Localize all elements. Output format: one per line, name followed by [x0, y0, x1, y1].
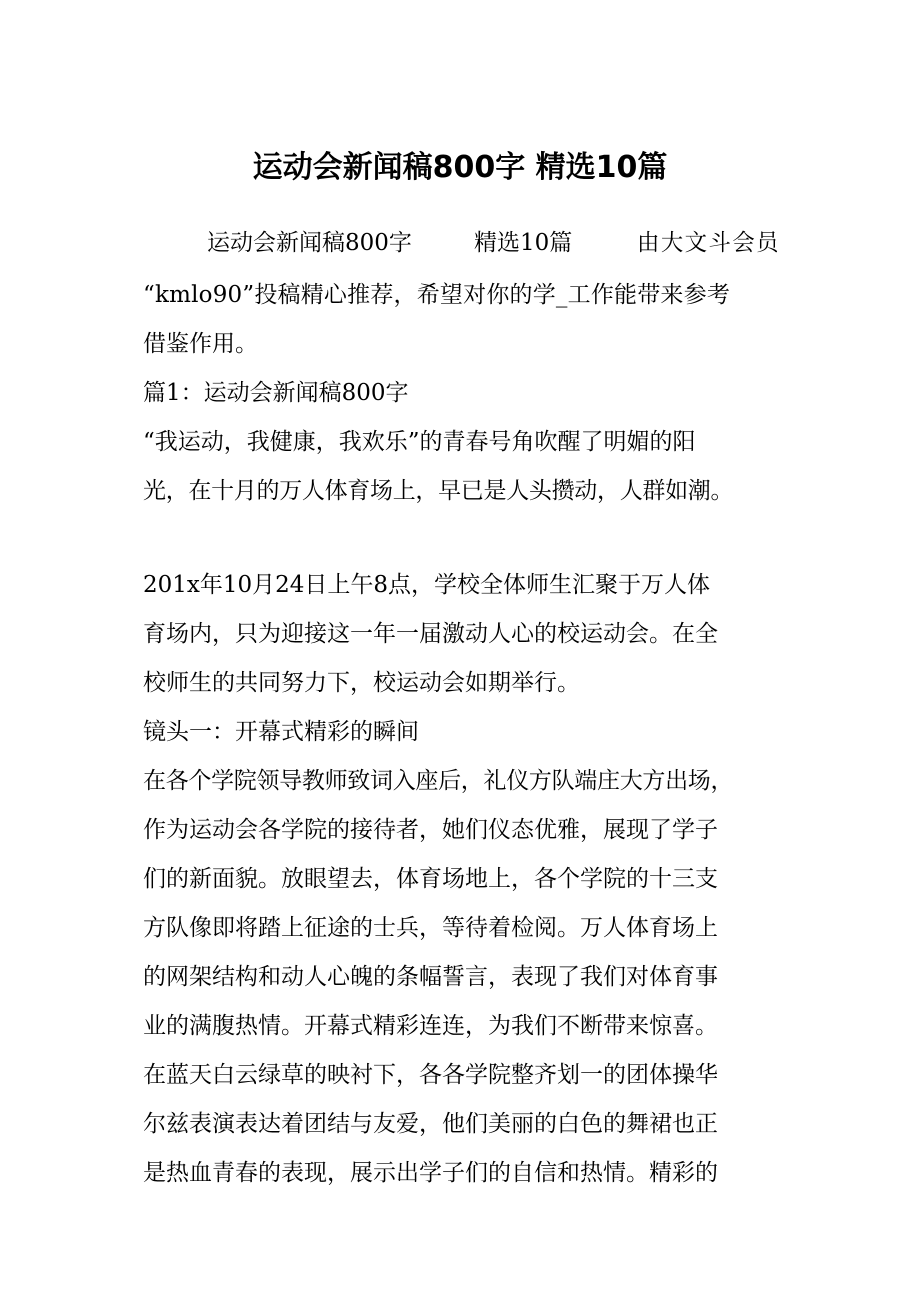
intro-segment-selection: 精选10篇 [474, 230, 573, 256]
body-line: 方队像即将踏上征途的士兵，等待着检阅。万人体育场上 [143, 915, 718, 941]
body-line: 在各个学院领导教师致词入座后，礼仪方队端庄大方出场， [143, 768, 734, 794]
body-line: 在蓝天白云绿草的映衬下，各各学院整齐划一的团体操华 [143, 1062, 718, 1088]
intro-segment-title: 运动会新闻稿800字 [207, 230, 412, 256]
intro-line-3: 借鉴作用。 [143, 331, 258, 357]
section-heading: 镜头一：开幕式精彩的瞬间 [143, 719, 419, 745]
intro-line-2: “kmlo90”投稿精心推荐，希望对你的学_工作能带来参考 [143, 282, 731, 308]
document-title: 运动会新闻稿800字 精选10篇 [252, 150, 668, 185]
body-line: 光，在十月的万人体育场上，早已是人头攒动，人群如潮。 [143, 478, 734, 504]
intro-segment-member: 由大文斗会员 [637, 230, 780, 256]
body-line: 201x年10月24日上午8点，学校全体师生汇聚于万人体 [143, 572, 711, 598]
body-line: 作为运动会各学院的接待者，她们仪态优雅，展现了学子 [143, 817, 718, 843]
body-line: 是热血青春的表现，展示出学子们的自信和热情。精彩的 [143, 1160, 718, 1186]
body-line: “我运动，我健康，我欢乐”的青春号角吹醒了明媚的阳 [143, 429, 696, 455]
body-line: 业的满腹热情。开幕式精彩连连，为我们不断带来惊喜。 [143, 1013, 718, 1039]
body-line: 们的新面貌。放眼望去，体育场地上，各个学院的十三支 [143, 866, 718, 892]
body-line: 的网架结构和动人心魄的条幅誓言，表现了我们对体育事 [143, 964, 718, 990]
body-line: 校师生的共同努力下，校运动会如期举行。 [143, 670, 580, 696]
body-line: 尔兹表演表达着团结与友爱，他们美丽的白色的舞裙也正 [143, 1111, 718, 1137]
body-line: 育场内，只为迎接这一年一届激动人心的校运动会。在全 [143, 621, 718, 647]
section-heading: 篇1：运动会新闻稿800字 [143, 380, 409, 406]
